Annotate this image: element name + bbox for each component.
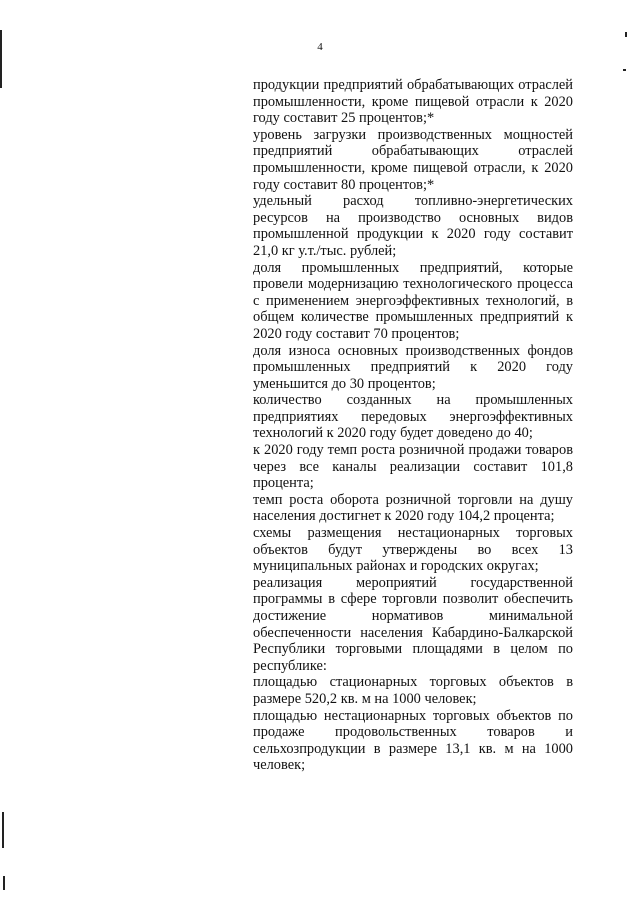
scan-edge-mark — [623, 69, 626, 71]
paragraph: темп роста оборота розничной торговли на душу населения достигнет к 2020 году 104,2 процента; — [253, 491, 573, 525]
paragraph: доля износа основных производственных фондов промышленных предприятий к 2020 году уменьшится до 30 процентов; — [253, 342, 573, 392]
scan-edge-mark — [3, 876, 5, 890]
page-number: 4 — [317, 41, 323, 53]
paragraph: уровень загрузки производственных мощностей предприятий обрабатывающих отраслей промышленности, кроме пищевой отрасли, к 2020 году составит 80 процентов;* — [253, 126, 573, 193]
paragraph: к 2020 году темп роста розничной продажи товаров через все каналы реализации составит 101,8 процента; — [253, 442, 573, 492]
paragraph: площадью стационарных торговых объектов в размере 520,2 кв. м на 1000 человек; — [253, 674, 573, 707]
scan-edge-mark — [625, 32, 627, 37]
paragraph: площадью нестационарных торговых объектов по продаже продовольственных товаров и сельхозпродукции в размере 13,1 кв. м на 1000 человек; — [253, 707, 573, 774]
document-body — [253, 77, 573, 774]
paragraph: продукции предприятий обрабатывающих отраслей промышленности, кроме пищевой отрасли к 2020 году составит 25 процентов;* — [253, 77, 573, 127]
paragraph: удельный расход топливно-энергетических ресурсов на производство основных видов промышленной продукции к 2020 году составит 21,0 кг у.т./тыс. рублей; — [253, 193, 573, 259]
scan-edge-mark — [2, 812, 4, 848]
paragraph: доля промышленных предприятий, которые провели модернизацию технологического процесса с применением энергоэффективных технологий, в общем количестве промышленных предприятий к 2020 году составит 70 процентов; — [253, 259, 573, 342]
paragraph: схемы размещения нестационарных торговых объектов будут утверждены во всех 13 муниципальных районах и городских округах; — [253, 525, 573, 575]
paragraph: количество созданных на промышленных предприятиях передовых энергоэффективных технологий к 2020 году будет доведено до 40; — [253, 392, 573, 442]
paragraph: реализация мероприятий государственной программы в сфере торговли позволит обеспечить достижение нормативов минимальной обеспеченности населения Кабардино-Балкарской Республики торговыми площадями в целом по республике: — [253, 574, 573, 674]
scan-edge-mark — [0, 30, 2, 88]
